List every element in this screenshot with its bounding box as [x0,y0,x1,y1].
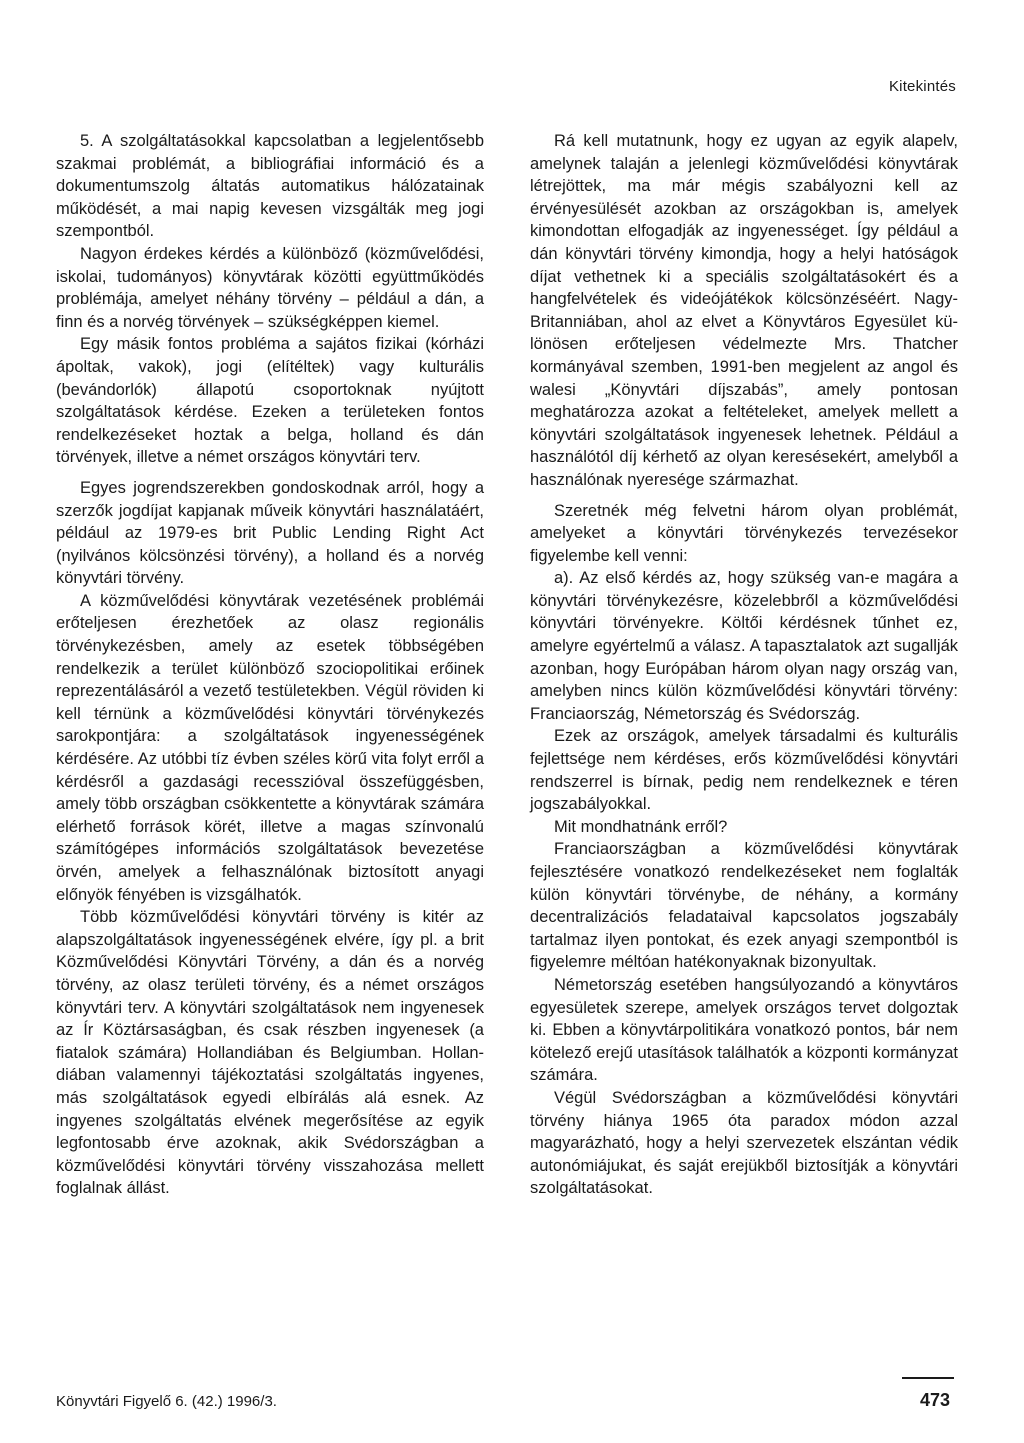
paragraph: Több közművelődési könyvtári törvény is kitér az alapszolgáltatások ingyenességének elvére, így pl. a brit Közművelődési Könyvtári Törvény, a dán és a norvég törvény, az olasz területi törvény, és a német országos könyvtári terv. A könyvtári szolgáltatások nem ingyenesek az Ír Köztársaságban, és csak részben ingyenesek (a fiatalok számára) Hollandiában és Belgiumban. Hollandiában valamennyi tájékoztatási szolgáltatás ingyenes, más szolgáltatások egyedi elbírálás alá esnek. Az ingyenes szolgáltatás elvének megerősítése az egyik legfontosabb érve azoknak, akik Svédországban a közművelődési könyvtári törvény visszahozása mellett foglalnak állást. [56,908,484,1198]
footer-rule [902,1377,954,1379]
paragraph: A közművelődési könyvtárak vezetésének problémái erőteljesen érezhetőek az olasz regionális törvénykezésben, amely az esetek többségében rendelkezik a terület különböző szociopolitikai erőinek reprezentálásáról a vezető testületekben. Végül röviden ki kell térnünk a közművelődési könyvtári törvénykezés sarokpontjára: a szolgáltatások ingyenességének kérdésére. Az utóbbi tíz évben széles körű vita folyt erről a kérdésről a gazdasági recesszióval összefüggésben, amely több országban csökkentette a könyvtárak számára elérhető források körét, illetve a magas színvonalú számítógépes információs szolgáltatások bevezetése örvén, amelyek a felhasználónak biztosított anyagi előnyök fényében is vizsgálhatók. [56,591,484,904]
paragraph: Németország esetében hangsúlyozandó a könyvtáros egyesületek szerepe, amelyek országos tervet dolgoztak ki. Ebben a könyvtárpolitikára vonatkozó pontos, bár nem kötelező erejű utasítások találhatók a központi kormányzat számára. [530,975,958,1085]
paragraph: Rá kell mutatnunk, hogy ez ugyan az egyik alapelv, amelynek talaján a jelenlegi közművelődési könyvtárak létrejöttek, ma már mégis szabályozni kell az érvényesülését azokban az országokban is, amelyek kimondottan elfogadják az ingyenességet. Így például a dán könyvtári törvény kimondja, hogy a helyi hatóságok díjat vethetnek ki a speciális szolgáltatásokért és a hangfelvételek és videójátékok kölcsönzéséért. Nagy-Britanniában, ahol az elvet a Könyvtáros Egyesület különösen erőteljesen védelmezte Mrs. Thatcher kormányával szemben, 1991-ben megjelent az angol és walesi „Könyvtári díjszabás”, amely pontosan meghatározza azokat a feltételeket, amelyek mellett a könyvtári szolgáltatások ingyenesek lehetnek. Például a használótól díj kérhető az olyan keresésekért, amelyből a használónak nyeresége származhat. [530,132,958,489]
paragraph: Végül Svédországban a közművelődési könyvtári törvény hiánya 1965 óta paradox módon azzal magyarázható, hogy a helyi szervezetek elszántan védik autonómiájukat, és saját erejükből biztosítják a könyvtári szolgáltatásokat. [530,1088,958,1198]
paragraph: 5. A szolgáltatásokkal kapcsolatban a legjelentősebb szakmai problémát, a bibliográfiai információ és a dokumentumszolg áltatás automatikus hálózatainak működését, a mai napig kevesen vizsgálták meg jogi szempontból. [56,132,484,241]
paragraph: Egy másik fontos probléma a sajátos fizikai (kórházi ápoltak, vakok), jogi (elítéltek) vagy kulturális (bevándorlók) állapotú csoportoknak nyújtott szolgáltatások kérdése. Ezeken a területeken fontos rendelkezéseket hoztak a belga, holland és dán törvények, illetve a német országos könyvtári terv. [56,335,484,467]
paragraph: Nagyon érdekes kérdés a különböző (közművelődési, iskolai, tudományos) könyvtárak közötti együttműködés problémája, amelyet néhány törvény – például a dán, a finn és a norvég törvények – szükségképpen kiemel. [56,244,484,331]
paragraph: Franciaországban a közművelődési könyvtárak fejlesztésére vonatkozó rendelkezéseket nem foglalták külön könyvtári törvénybe, de néhány, a kormány decentralizációs feladataival kapcsolatos jogszabály tartalmaz ilyen pontokat, és ezek anyagi szempontból is figyelemre méltóan hatékonyaknak bizonyultak. [530,840,958,972]
page-number: 473 [920,1390,951,1410]
paragraph: Szeretnék még felvetni három olyan problémát, amelyeket a könyvtári törvénykezés tervezésekor figyelembe kell venni: [530,501,958,565]
right-column [530,130,958,1200]
paragraph: Ezek az országok, amelyek társadalmi és kulturális fejlettsége nem kérdéses, erős közművelődési könyvtári rendszerrel is bírnak, pedig nem rendelkeznek e téren jogszabályokkal. [530,727,958,814]
running-head: Kitekintés [888,78,956,95]
paragraph: a). Az első kérdés az, hogy szükség van-e magára a könyvtári törvénykezésre, közelebbről a közművelődési könyvtári törvényekre. Költői kérdésnek tűnhet ez, amelyre egyértelmű a válasz. A tapasztalatok azt sugallják azonban, hogy Európában három olyan nagy ország van, amelyben nincs külön közművelődési könyvtári törvény: Franciaország, Németország és Svédország. [530,569,958,723]
journal-citation: Könyvtári Figyelő 6. (42.) 1996/3. [56,1393,277,1410]
paragraph: Mit mondhatnánk erről? [554,817,728,836]
left-column [56,130,484,1200]
paragraph: Egyes jogrendszerekben gondoskodnak arról, hogy a szerzők jogdíjat kapjanak műveik könyvtári használatáért, például az 1979-es brit Public Lending Right Act (nyilvános kölcsönzési törvény), a holland és a norvég könyvtári törvény. [56,478,484,588]
